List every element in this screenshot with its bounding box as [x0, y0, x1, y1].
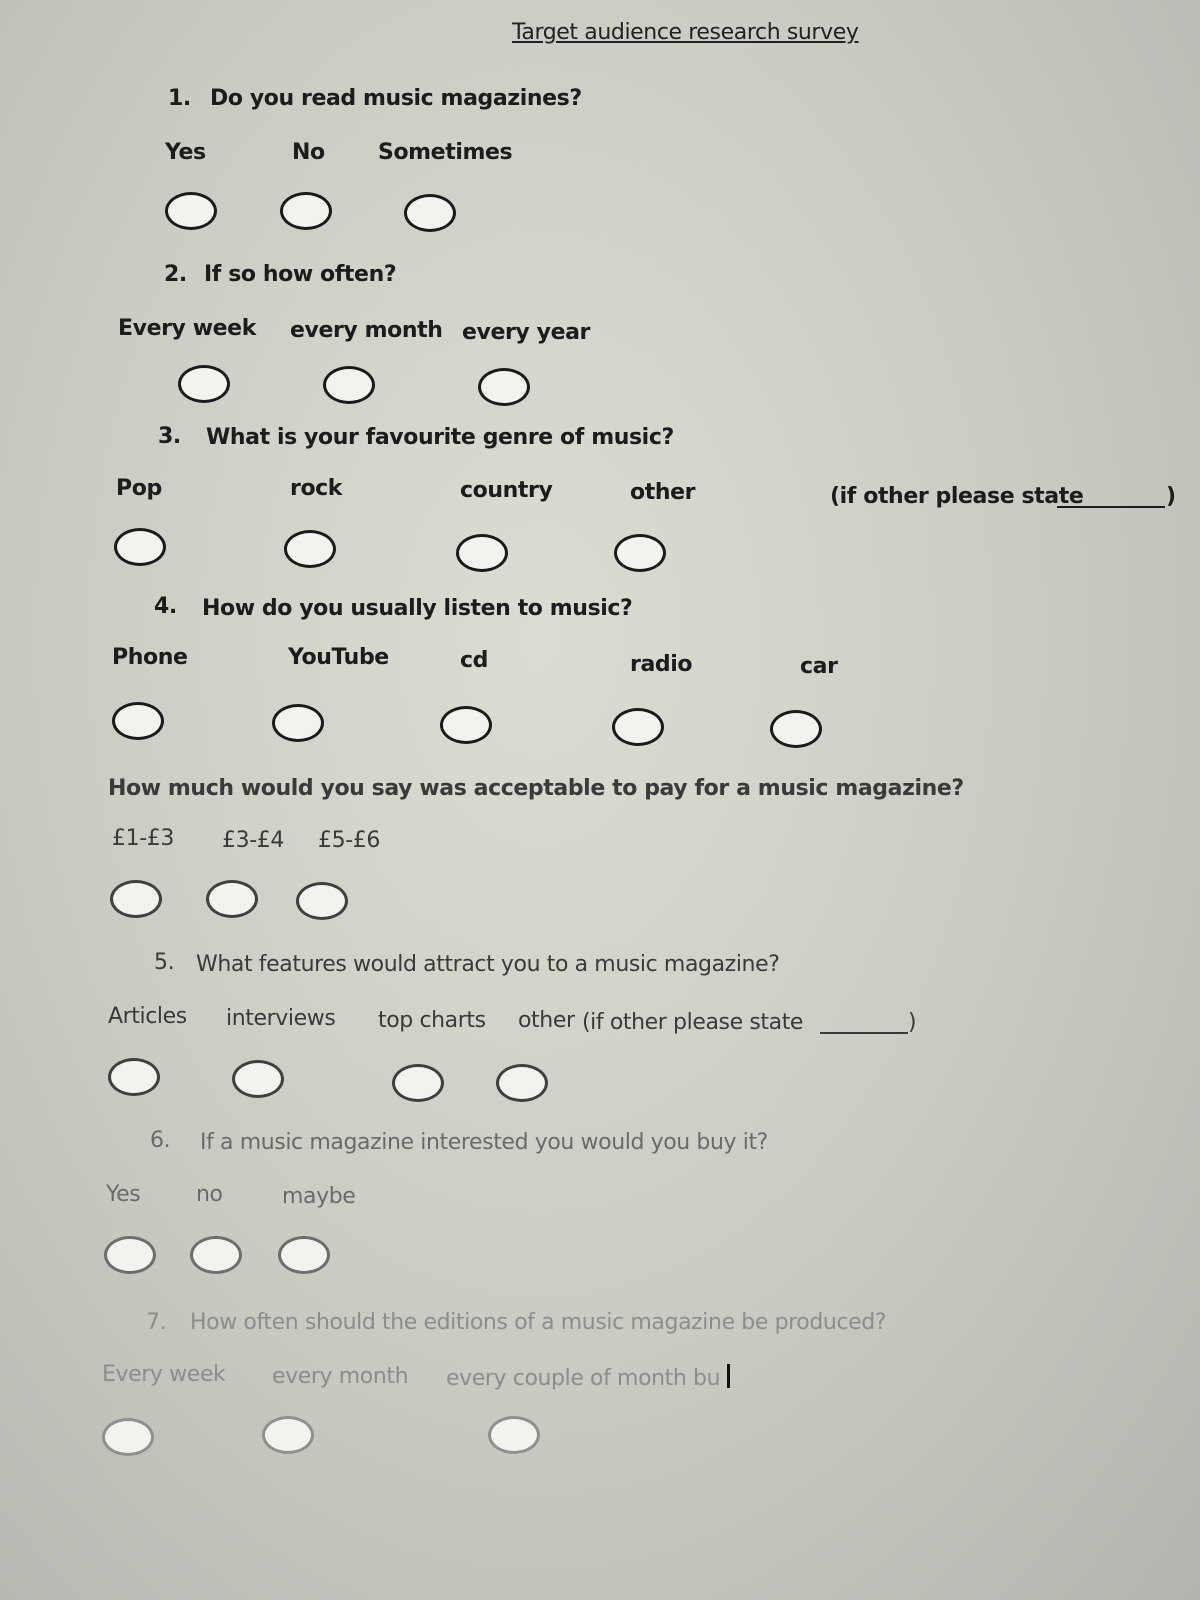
q5-radio-interviews[interactable] [232, 1060, 284, 1098]
q7-radio-every-couple[interactable] [488, 1416, 540, 1454]
q7-question: How often should the editions of a music magazine be produced? [190, 1310, 887, 1335]
price-radio-3-4[interactable] [206, 880, 258, 918]
q4-radio-car[interactable] [770, 710, 822, 748]
q3-option-label: Pop [116, 476, 162, 501]
q6-radio-no[interactable] [190, 1236, 242, 1274]
q4-number: 4. [154, 594, 177, 619]
q4-radio-cd[interactable] [440, 706, 492, 744]
q7-option-label: every month [272, 1364, 409, 1389]
q5-option-label: top charts [378, 1008, 486, 1033]
q6-option-label: Yes [106, 1182, 141, 1207]
q3-close-paren: ) [1166, 484, 1176, 509]
q7-option-label: every couple of month bu [446, 1366, 721, 1391]
q5-other-input[interactable] [820, 1032, 908, 1034]
q6-option-label: maybe [282, 1184, 356, 1209]
q5-option-label: interviews [226, 1006, 336, 1031]
q2-radio-every-year[interactable] [478, 368, 530, 406]
q3-radio-pop[interactable] [114, 528, 166, 566]
q1-question: Do you read music magazines? [210, 86, 582, 111]
q3-option-label: other [630, 480, 696, 505]
price-option-label: £1-£3 [112, 826, 174, 851]
q6-question: If a music magazine interested you would you buy it? [200, 1130, 768, 1155]
price-radio-5-6[interactable] [296, 882, 348, 920]
q5-radio-articles[interactable] [108, 1058, 160, 1096]
q6-radio-yes[interactable] [104, 1236, 156, 1274]
q5-number: 5. [154, 950, 175, 975]
q4-option-label: cd [460, 648, 488, 673]
q2-option-label: Every week [118, 316, 256, 341]
q2-option-label: every year [462, 320, 590, 345]
q1-option-label: No [292, 140, 325, 165]
q4-radio-radio[interactable] [612, 708, 664, 746]
q7-number: 7. [146, 1310, 167, 1335]
q1-radio-no[interactable] [280, 192, 332, 230]
price-question: How much would you say was acceptable to pay for a music magazine? [108, 776, 964, 801]
q4-option-label: radio [630, 652, 693, 677]
q3-other-note: (if other please state [830, 484, 1084, 509]
q3-radio-country[interactable] [456, 534, 508, 572]
q2-radio-every-month[interactable] [323, 366, 375, 404]
price-option-label: £3-£4 [222, 828, 284, 853]
q4-radio-phone[interactable] [112, 702, 164, 740]
q3-other-input[interactable] [1057, 506, 1165, 508]
q2-radio-every-week[interactable] [178, 365, 230, 403]
q5-radio-other[interactable] [496, 1064, 548, 1102]
q4-option-label: car [800, 654, 838, 679]
q3-radio-rock[interactable] [284, 530, 336, 568]
price-radio-1-3[interactable] [110, 880, 162, 918]
q5-option-label: other [518, 1008, 575, 1033]
q7-radio-every-week[interactable] [102, 1418, 154, 1456]
q5-question: What features would attract you to a music magazine? [196, 952, 780, 977]
q1-radio-sometimes[interactable] [404, 194, 456, 232]
q3-option-label: rock [290, 476, 343, 501]
q7-option-label: Every week [102, 1362, 226, 1387]
q5-radio-top-charts[interactable] [392, 1064, 444, 1102]
text-cursor [727, 1364, 730, 1388]
q1-number: 1. [168, 86, 191, 111]
q6-number: 6. [150, 1128, 171, 1153]
q2-option-label: every month [290, 318, 443, 343]
q3-option-label: country [460, 478, 553, 503]
q1-option-label: Sometimes [378, 140, 513, 165]
q4-option-label: Phone [112, 645, 188, 670]
price-option-label: £5-£6 [318, 828, 380, 853]
q5-close-paren: ) [908, 1010, 917, 1035]
q3-question: What is your favourite genre of music? [206, 425, 674, 450]
q3-number: 3. [158, 424, 181, 449]
q1-option-label: Yes [165, 140, 206, 165]
q2-number: 2. [164, 262, 187, 287]
q4-option-label: YouTube [288, 645, 389, 670]
q6-radio-maybe[interactable] [278, 1236, 330, 1274]
q6-option-label: no [196, 1182, 223, 1207]
q5-other-note: (if other please state [582, 1010, 804, 1035]
q1-radio-yes[interactable] [165, 192, 217, 230]
q4-question: How do you usually listen to music? [202, 596, 633, 621]
q5-option-label: Articles [108, 1004, 187, 1029]
q4-radio-youtube[interactable] [272, 704, 324, 742]
q2-question: If so how often? [204, 262, 397, 287]
q3-radio-other[interactable] [614, 534, 666, 572]
q7-radio-every-month[interactable] [262, 1416, 314, 1454]
survey-title: Target audience research survey [512, 20, 859, 45]
